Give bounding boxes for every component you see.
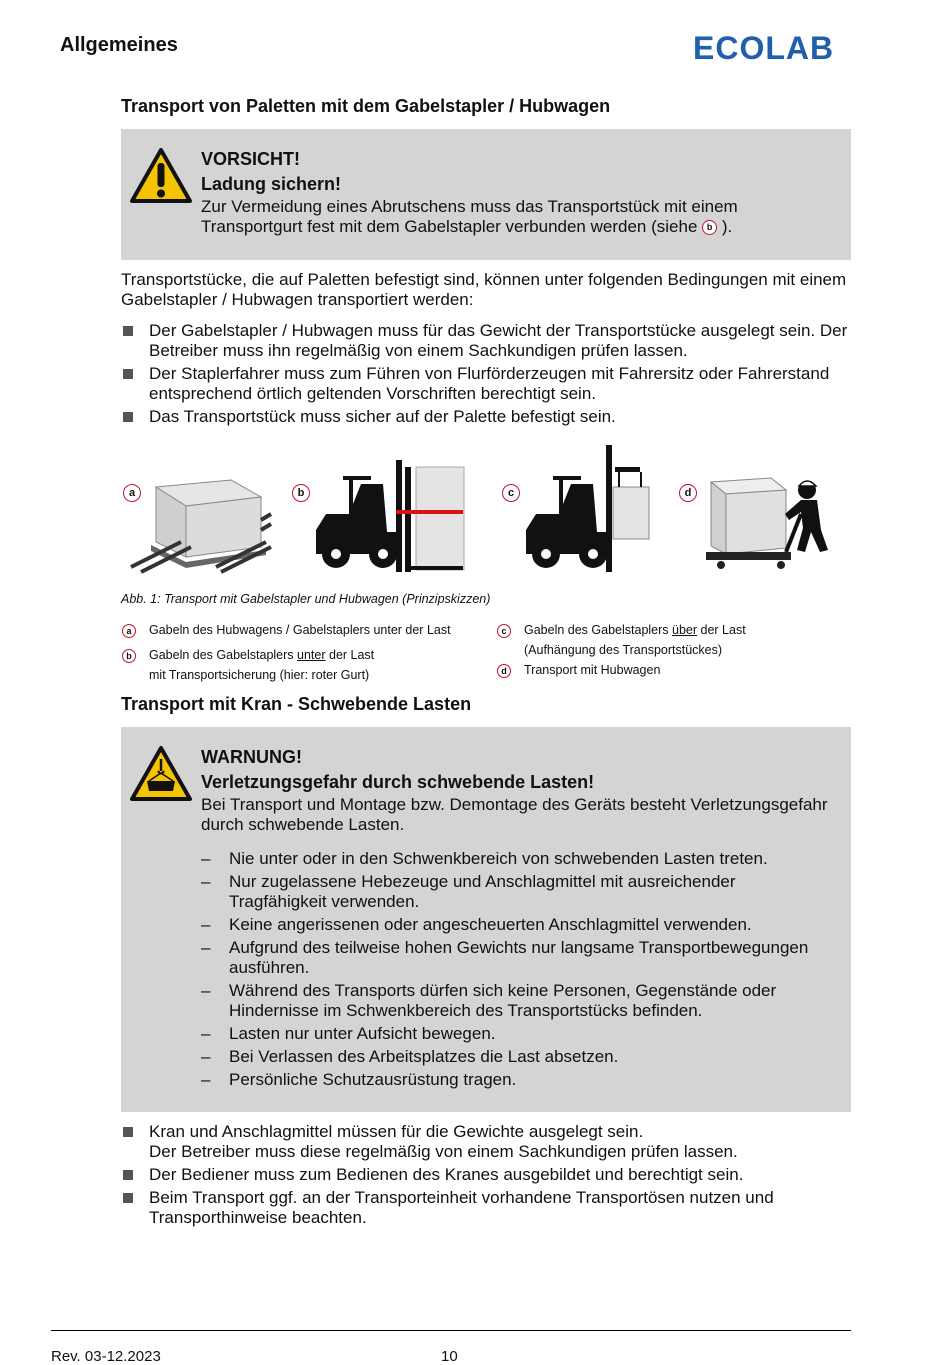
- list-item: – Bei Verlassen des Arbeitsplatzes die Last absetzen.: [201, 1047, 619, 1066]
- legend-label-a: a: [122, 624, 136, 638]
- list-item: Der Staplerfahrer muss zum Führen von Flurförderzeugen mit Fahrersitz oder Fahrerstand entsprechend örtlich geltenden Vorschriften berechtigt sein.: [121, 364, 856, 404]
- square-bullet-icon: [123, 326, 133, 336]
- suspended-load-warning-icon: [129, 745, 193, 808]
- legend-item-a: a Gabeln des Hubwagens / Gabelstaplers unter der Last: [149, 620, 451, 640]
- list-item: Der Bediener muss zum Bedienen des Kranes ausgebildet und berechtigt sein.: [121, 1165, 856, 1185]
- list-item: Beim Transport ggf. an der Transporteinheit vorhandene Transportösen nutzen und Transporthinweise beachten.: [121, 1188, 856, 1228]
- list-item: – Keine angerissenen oder angescheuerten Anschlagmittel verwenden.: [201, 915, 752, 934]
- square-bullet-icon: [123, 369, 133, 379]
- conditions-list: [121, 321, 856, 430]
- caution-text: Zur Vermeidung eines Abrutschens muss das Transportstück mit einem Transportgurt fest mit dem Gabelstapler verbunden werden (siehe b ).: [201, 197, 738, 236]
- logo-text: ECOLAB: [693, 30, 835, 64]
- crane-requirements-list: [121, 1122, 856, 1231]
- caution-box: [121, 129, 851, 260]
- list-item: – Nur zugelassene Hebezeuge und Anschlagmittel mit ausreichender Tragfähigkeit verwenden.: [201, 872, 736, 911]
- caution-icon: [129, 147, 193, 210]
- warning-measures-list: [201, 849, 831, 1090]
- illustration-b-forklift: [316, 460, 464, 572]
- figure-label-c: c: [502, 484, 520, 502]
- illustration-c-forklift: [526, 445, 649, 572]
- figure-caption: Abb. 1: Transport mit Gabelstapler und Hubwagen (Prinzipskizzen): [121, 592, 491, 606]
- list-item: – Während des Transports dürfen sich keine Personen, Gegenstände oder Hindernisse im Schwenkbereich des Transportstücks befinden.: [201, 981, 777, 1020]
- footer-divider: [51, 1330, 851, 1331]
- list-item: – Nie unter oder in den Schwenkbereich von schwebenden Lasten treten.: [201, 849, 768, 868]
- warning-text: Bei Transport und Montage bzw. Demontage des Geräts besteht Verletzungsgefahr durch schwebende Lasten.: [201, 795, 828, 834]
- legend-label-b: b: [122, 649, 136, 663]
- legend-item-d: d Transport mit Hubwagen: [524, 660, 660, 680]
- caution-signal-word: VORSICHT!: [201, 149, 300, 169]
- intro-paragraph: Transportstücke, die auf Paletten befestigt sind, können unter folgenden Bedingungen mit einem Gabelstapler / Hubwagen transportiert werden:: [121, 270, 847, 309]
- list-item: – Aufgrund des teilweise hohen Gewichts nur langsame Transportbewegungen ausführen.: [201, 938, 809, 977]
- page-number: 10: [441, 1348, 458, 1365]
- footer-revision: Rev. 03-12.2023: [51, 1348, 161, 1365]
- list-item: – Lasten nur unter Aufsicht bewegen.: [201, 1024, 496, 1043]
- warning-signal-word: WARNUNG!: [201, 747, 302, 767]
- figure-label-d: d: [679, 484, 697, 502]
- square-bullet-icon: [123, 1127, 133, 1137]
- ecolab-logo: [693, 30, 845, 64]
- list-item: Der Gabelstapler / Hubwagen muss für das Gewicht der Transportstücke ausgelegt sein. Der Betreiber muss ihn regelmäßig von einem Sachkundigen prüfen lassen.: [121, 321, 856, 361]
- section-title-crane: Transport mit Kran - Schwebende Lasten: [121, 694, 472, 714]
- reference-label-b: b: [702, 220, 717, 235]
- warning-box: [121, 727, 851, 1112]
- section-title-pallets: Transport von Paletten mit dem Gabelstapler / Hubwagen: [121, 96, 611, 116]
- section-header: Allgemeines: [60, 34, 178, 56]
- list-item: Kran und Anschlagmittel müssen für die Gewichte ausgelegt sein. Der Betreiber muss diese regelmäßig von einem Sachkundigen prüfen lassen.: [121, 1122, 856, 1162]
- legend-item-b: b Gabeln des Gabelstaplers unter der Last mit Transportsicherung (hier: roter Gurt): [149, 645, 469, 685]
- square-bullet-icon: [123, 1170, 133, 1180]
- transport-illustrations: [121, 442, 851, 577]
- square-bullet-icon: [123, 1193, 133, 1203]
- figure-label-a: a: [123, 484, 141, 502]
- warning-heading: Verletzungsgefahr durch schwebende Lasten!: [201, 772, 595, 792]
- figure-label-b: b: [292, 484, 310, 502]
- transport-figure: [121, 442, 851, 577]
- illustration-d-pallet-truck: [706, 478, 828, 569]
- list-item: – Persönliche Schutzausrüstung tragen.: [201, 1070, 517, 1089]
- legend-label-d: d: [497, 664, 511, 678]
- square-bullet-icon: [123, 412, 133, 422]
- illustration-a-pallet: [131, 480, 271, 572]
- list-item: Das Transportstück muss sicher auf der Palette befestigt sein.: [121, 407, 856, 427]
- caution-heading: Ladung sichern!: [201, 174, 342, 194]
- legend-label-c: c: [497, 624, 511, 638]
- legend-item-c: c Gabeln des Gabelstaplers über der Last (Aufhängung des Transportstückes): [524, 620, 824, 660]
